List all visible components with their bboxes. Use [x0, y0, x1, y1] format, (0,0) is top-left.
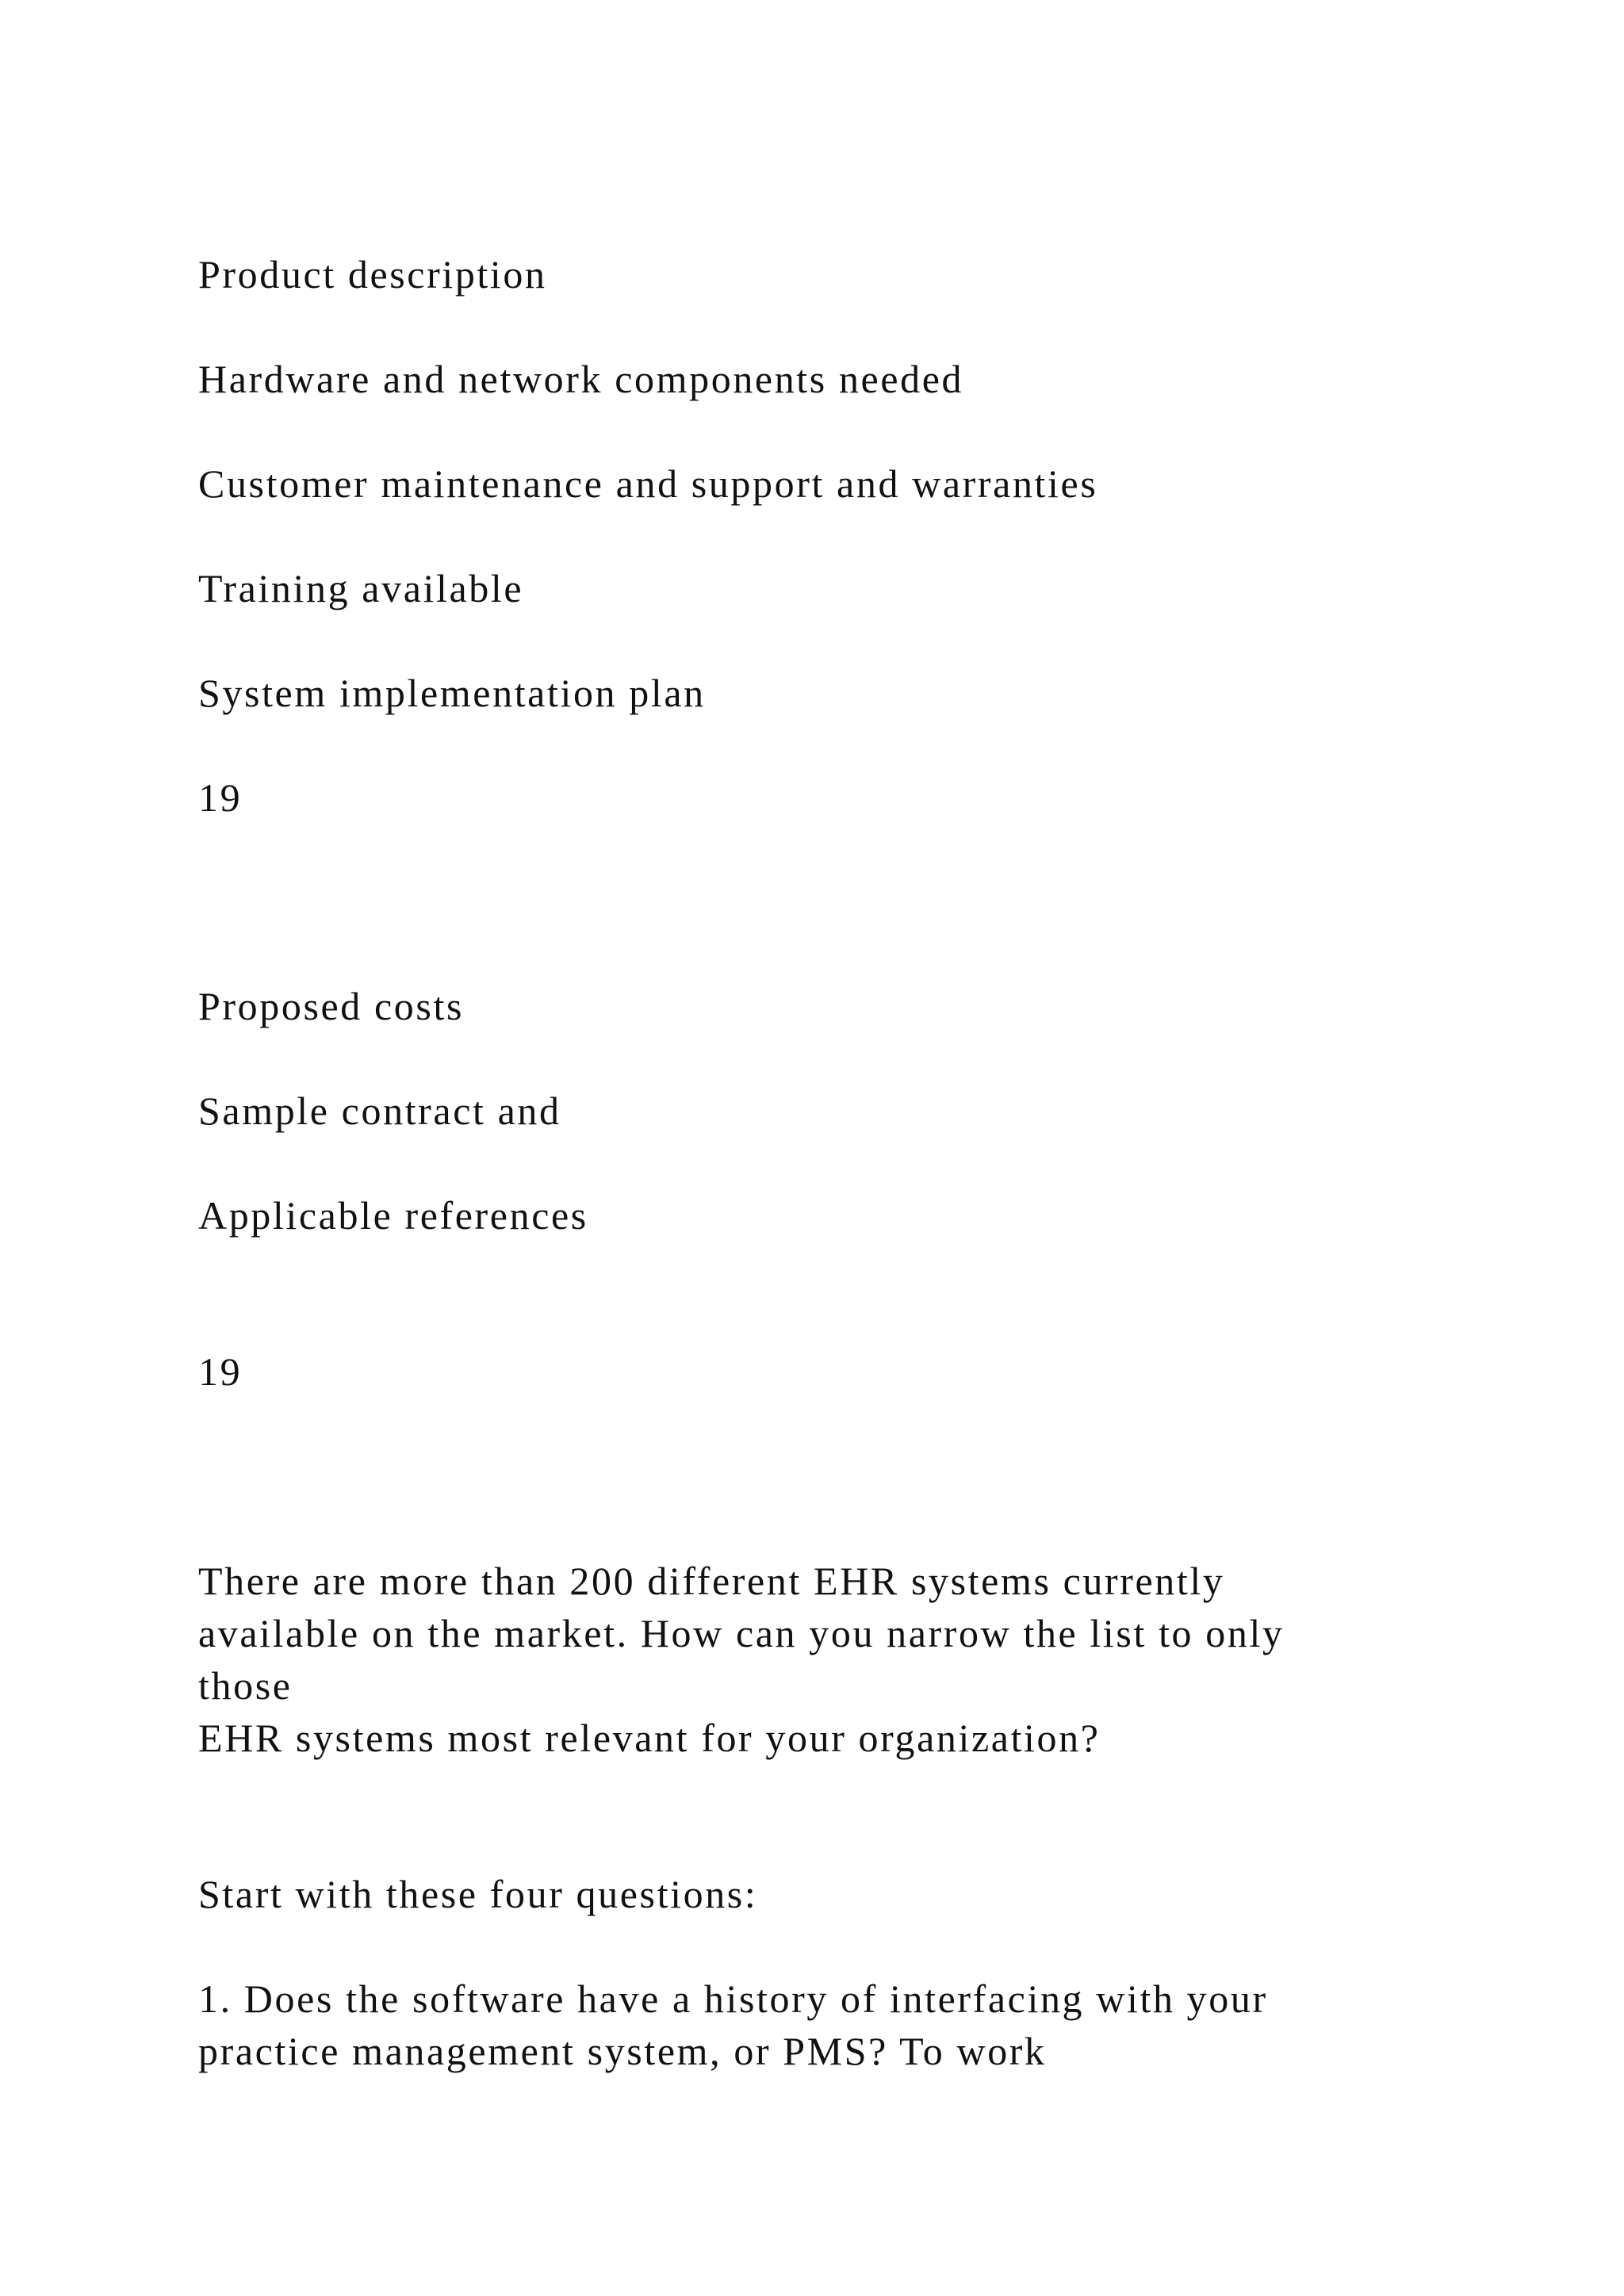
text-line: Product description [198, 252, 547, 297]
paragraph-line: EHR systems most relevant for your organization? [198, 1716, 1101, 1760]
text-line: Training available [198, 566, 524, 610]
text-line: Proposed costs [198, 984, 465, 1028]
text-line: Customer maintenance and support and warranties [198, 461, 1098, 506]
text-line: Applicable references [198, 1193, 588, 1238]
text-line: Hardware and network components needed [198, 357, 964, 401]
list-item-line: practice management system, or PMS? To work [198, 2029, 1047, 2073]
paragraph-line: those [198, 1663, 293, 1708]
page-number: 19 [198, 1349, 243, 1394]
list-item-line: 1. Does the software have a history of interfacing with your [198, 1976, 1268, 2021]
paragraph-line: available on the market. How can you narrow the list to only [198, 1611, 1285, 1655]
text-line: System implementation plan [198, 671, 706, 715]
paragraph-line: There are more than 200 different EHR systems currently [198, 1559, 1225, 1603]
text-line: Start with these four questions: [198, 1872, 758, 1916]
text-line: Sample contract and [198, 1089, 561, 1133]
page-number: 19 [198, 775, 243, 820]
